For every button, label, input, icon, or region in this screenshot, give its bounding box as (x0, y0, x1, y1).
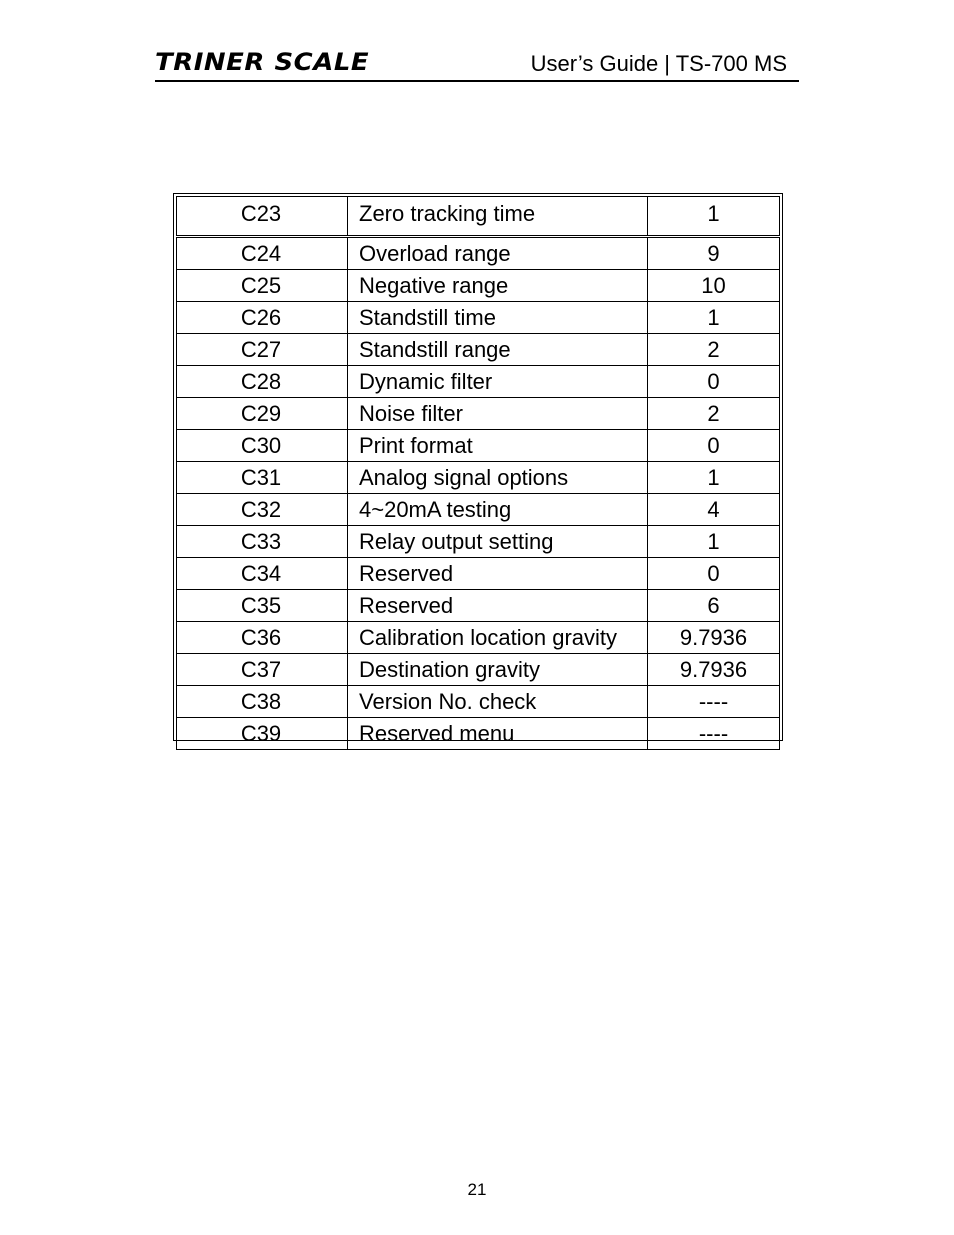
page-header (155, 44, 799, 82)
cell-description: 4~20mA testing (348, 494, 648, 526)
cell-code: C30 (177, 430, 348, 462)
cell-description: Reserved menu (348, 718, 648, 750)
table-row (177, 430, 780, 462)
cell-value: ---- (648, 686, 780, 718)
cell-value: 1 (648, 526, 780, 558)
cell-code: C39 (177, 718, 348, 750)
cell-value: 9.7936 (648, 622, 780, 654)
cell-value: 6 (648, 590, 780, 622)
cell-code: C26 (177, 302, 348, 334)
table-row (177, 718, 780, 750)
cell-value: 9.7936 (648, 654, 780, 686)
cell-code: C27 (177, 334, 348, 366)
table-row (177, 302, 780, 334)
cell-description: Negative range (348, 270, 648, 302)
cell-code: C35 (177, 590, 348, 622)
page-number: 21 (467, 1180, 487, 1199)
cell-code: C29 (177, 398, 348, 430)
cell-value: 1 (648, 302, 780, 334)
table-row (177, 462, 780, 494)
table-row (177, 590, 780, 622)
table-row (177, 237, 780, 270)
cell-description: Calibration location gravity (348, 622, 648, 654)
brand-logo: TRINER SCALE (155, 48, 370, 76)
cell-description: Print format (348, 430, 648, 462)
cell-code: C25 (177, 270, 348, 302)
cell-value: 0 (648, 558, 780, 590)
cell-description: Destination gravity (348, 654, 648, 686)
cell-value: 0 (648, 430, 780, 462)
cell-description: Relay output setting (348, 526, 648, 558)
cell-value: 10 (648, 270, 780, 302)
table-row (177, 686, 780, 718)
cell-description: Standstill range (348, 334, 648, 366)
settings-table-frame (173, 193, 783, 746)
cell-code: C24 (177, 237, 348, 270)
cell-description: Version No. check (348, 686, 648, 718)
table-row (177, 334, 780, 366)
cell-value: 2 (648, 398, 780, 430)
table-row (177, 654, 780, 686)
cell-value: 4 (648, 494, 780, 526)
cell-description: Dynamic filter (348, 366, 648, 398)
cell-value: ---- (648, 718, 780, 750)
cell-description: Overload range (348, 237, 648, 270)
cell-value: 2 (648, 334, 780, 366)
cell-code: C28 (177, 366, 348, 398)
cell-description: Reserved (348, 590, 648, 622)
cell-value: 9 (648, 237, 780, 270)
cell-code: C38 (177, 686, 348, 718)
cell-code: C36 (177, 622, 348, 654)
table-row (177, 622, 780, 654)
table-row (177, 526, 780, 558)
table-row (177, 366, 780, 398)
table-row (177, 494, 780, 526)
cell-code: C34 (177, 558, 348, 590)
cell-description: Zero tracking time (348, 197, 648, 237)
cell-value: 0 (648, 366, 780, 398)
cell-value: 1 (648, 197, 780, 237)
table-row (177, 197, 780, 237)
cell-description: Noise filter (348, 398, 648, 430)
table-row (177, 398, 780, 430)
table-row (177, 558, 780, 590)
settings-table (176, 196, 780, 750)
cell-code: C31 (177, 462, 348, 494)
cell-code: C32 (177, 494, 348, 526)
cell-code: C37 (177, 654, 348, 686)
cell-description: Standstill time (348, 302, 648, 334)
cell-description: Reserved (348, 558, 648, 590)
cell-code: C33 (177, 526, 348, 558)
cell-code: C23 (177, 197, 348, 237)
cell-description: Analog signal options (348, 462, 648, 494)
cell-value: 1 (648, 462, 780, 494)
guide-title: User’s Guide | TS-700 MS (530, 51, 787, 76)
table-row (177, 270, 780, 302)
